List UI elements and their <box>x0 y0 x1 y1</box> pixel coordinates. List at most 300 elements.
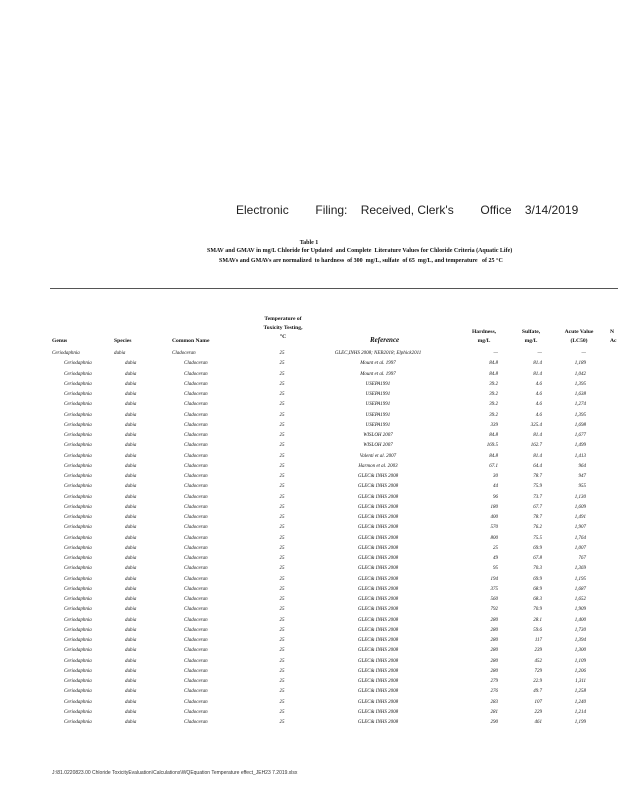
cell-sulfate: 59.6 <box>533 627 542 633</box>
cell-genus: Ceriodaphnia <box>64 709 92 715</box>
cell-acute-value: 1,394 <box>574 638 586 643</box>
cell-genus: Ceriodaphnia <box>64 720 92 725</box>
cell-sulfate: 4.6 <box>535 392 542 397</box>
col-reference: Reference <box>370 336 400 344</box>
cell-hardness: 84.8 <box>489 361 498 367</box>
cell-reference: GLEC& INHS 2008 <box>357 566 399 572</box>
cell-reference: GLEC& INHS 2008 <box>357 668 399 674</box>
table-row <box>0 636 618 646</box>
cell-common-name: Cladoceran <box>184 535 208 541</box>
cell-hardness: 290 <box>490 720 498 725</box>
cell-species: dubia <box>125 412 137 418</box>
col-common-name: Common Name <box>172 338 210 344</box>
col-temperature-line3: °C <box>279 334 287 340</box>
cell-temperature: 25 <box>279 351 285 356</box>
cell-acute-value: 1,007 <box>574 545 586 551</box>
cell-common-name: Cladoceran <box>184 515 208 520</box>
cell-genus: Ceriodaphnia <box>64 392 92 397</box>
cell-reference: GLEC& INHS 2008 <box>357 535 399 541</box>
cell-sulfate: 75.5 <box>533 535 542 541</box>
cell-common-name: Cladoceran <box>184 525 208 531</box>
col-hardness-line1: Hardness, <box>471 329 497 335</box>
cell-hardness: 95 <box>493 566 498 572</box>
cell-hardness: 96 <box>493 494 498 500</box>
table-row <box>0 482 618 492</box>
cell-genus: Ceriodaphnia <box>64 679 92 684</box>
cell-hardness: 39.2 <box>489 402 498 408</box>
cell-sulfate: 117 <box>534 638 542 643</box>
cell-reference: GLEC,INHS 2008; NEB2018; Elphick2011 <box>334 351 422 356</box>
cell-sulfate: 67.7 <box>533 504 542 510</box>
cell-temperature: 25 <box>279 586 285 592</box>
cell-temperature: 25 <box>279 720 285 725</box>
cell-temperature: 25 <box>279 699 285 705</box>
cell-reference: USEPA1991 <box>365 392 391 397</box>
table-row <box>0 657 618 667</box>
cell-acute-value: 1,730 <box>574 627 586 633</box>
table-row <box>0 400 618 410</box>
col-extra-line1: N <box>610 329 615 335</box>
cell-temperature: 25 <box>279 453 285 459</box>
col-sulfate-line1: Sulfate, <box>521 329 541 335</box>
cell-genus: Ceriodaphnia <box>64 371 92 377</box>
table-row <box>0 359 618 369</box>
cell-hardness: 276 <box>490 689 498 695</box>
cell-sulfate: 81.4 <box>533 371 542 377</box>
cell-genus: Ceriodaphnia <box>64 617 92 623</box>
cell-common-name: Cladoceran <box>184 484 208 490</box>
cell-genus: Ceriodaphnia <box>64 443 92 449</box>
cell-hardness: 49 <box>493 556 498 561</box>
cell-common-name: Cladoceran <box>184 638 208 643</box>
cell-sulfate: 67.8 <box>533 556 542 561</box>
filing-office: Office <box>480 203 512 217</box>
cell-reference: GLEC& INHS 2008 <box>357 525 399 531</box>
cell-common-name: Cladoceran <box>184 453 208 459</box>
cell-acute-value: 1,206 <box>574 668 586 674</box>
table-row <box>0 390 618 400</box>
cell-genus: Ceriodaphnia <box>52 351 80 356</box>
cell-temperature: 25 <box>279 679 285 684</box>
cell-hardness: 792 <box>490 607 498 613</box>
cell-hardness: 180 <box>490 504 498 510</box>
table-subtitle: SMAVs and GMAVs are normalized to hardness of 300 mg/L, sulfate of 65 mg/L, and temperature of 25 °C <box>219 258 503 264</box>
cell-acute-value: 1,395 <box>574 412 586 418</box>
cell-acute-value: 1,499 <box>574 443 586 449</box>
cell-temperature: 25 <box>279 638 285 643</box>
cell-species: dubia <box>125 504 137 510</box>
cell-genus: Ceriodaphnia <box>64 474 92 479</box>
cell-reference: GLEC& INHS 2008 <box>357 597 399 602</box>
cell-temperature: 25 <box>279 381 285 387</box>
cell-genus: Ceriodaphnia <box>64 463 92 469</box>
cell-genus: Ceriodaphnia <box>64 668 92 674</box>
cell-genus: Ceriodaphnia <box>64 627 92 633</box>
cell-reference: GLEC& INHS 2008 <box>357 545 399 551</box>
cell-species: dubia <box>125 402 137 408</box>
cell-acute-value: 1,369 <box>574 566 586 572</box>
cell-acute-value: 1,609 <box>574 504 586 510</box>
table-top-rule <box>50 288 618 289</box>
table-row <box>0 462 618 472</box>
col-sulfate-line2: mg/L <box>524 338 538 344</box>
table-row <box>0 441 618 451</box>
cell-temperature: 25 <box>279 658 285 664</box>
cell-temperature: 25 <box>279 433 285 438</box>
col-temperature-line2: Toxicity Testing, <box>263 325 303 331</box>
cell-reference: WISLOH 2007 <box>363 433 393 438</box>
cell-species: dubia <box>125 453 137 459</box>
cell-acute-value: 1,274 <box>574 402 586 408</box>
cell-common-name: Cladoceran <box>184 679 208 684</box>
table-row <box>0 421 618 431</box>
cell-species: dubia <box>125 617 137 623</box>
cell-temperature: 25 <box>279 504 285 510</box>
cell-species: dubia <box>125 709 137 715</box>
table-row <box>0 708 618 718</box>
cell-genus: Ceriodaphnia <box>64 412 92 418</box>
cell-common-name: Cladoceran <box>184 668 208 674</box>
table-row <box>0 493 618 503</box>
cell-temperature: 25 <box>279 525 285 531</box>
cell-hardness: 84.8 <box>489 433 498 438</box>
cell-hardness: 280 <box>490 638 498 643</box>
table-row <box>0 585 618 595</box>
cell-species: dubia <box>125 515 137 520</box>
cell-acute-value: 1,764 <box>574 535 586 541</box>
table-row <box>0 698 618 708</box>
table-row <box>0 677 618 687</box>
cell-sulfate: 75.9 <box>533 484 542 490</box>
cell-hardness: 280 <box>490 658 498 664</box>
col-acute-value <box>556 328 602 346</box>
cell-reference: GLEC& INHS 2008 <box>357 474 399 479</box>
cell-common-name: Cladoceran <box>184 433 208 438</box>
cell-temperature: 25 <box>279 689 285 695</box>
filing-electronic: Electronic <box>236 203 289 217</box>
cell-genus: Ceriodaphnia <box>64 699 92 705</box>
cell-genus: Ceriodaphnia <box>64 535 92 541</box>
cell-species: dubia <box>125 474 137 479</box>
cell-common-name: Cladoceran <box>184 689 208 695</box>
cell-species: dubia <box>125 689 137 695</box>
cell-common-name: Cladoceran <box>184 597 208 602</box>
cell-common-name: Cladoceran <box>184 586 208 592</box>
cell-hardness: 169.5 <box>486 443 498 449</box>
table-row <box>0 503 618 513</box>
col-extra-truncated <box>610 328 617 346</box>
cell-temperature: 25 <box>279 371 285 377</box>
cell-reference: GLEC& INHS 2008 <box>357 617 399 623</box>
cell-common-name: Cladoceran <box>184 381 208 387</box>
cell-sulfate: 49.7 <box>533 689 542 695</box>
cell-hardness: 281 <box>490 709 498 715</box>
cell-sulfate: 325.4 <box>530 422 542 428</box>
cell-species: dubia <box>125 586 137 592</box>
cell-species: dubia <box>125 433 137 438</box>
cell-acute-value: 1,109 <box>574 658 586 664</box>
cell-temperature: 25 <box>279 648 285 654</box>
cell-species: dubia <box>125 361 137 367</box>
cell-temperature: 25 <box>279 361 285 367</box>
cell-species: dubia <box>125 679 137 684</box>
cell-species: dubia <box>125 443 137 449</box>
cell-acute-value: 1,652 <box>574 597 586 602</box>
cell-sulfate: 76.2 <box>533 525 542 531</box>
cell-reference: GLEC& INHS 2008 <box>357 648 399 654</box>
cell-reference: GLEC& INHS 2008 <box>357 576 399 582</box>
cell-sulfate: 461 <box>534 720 542 725</box>
col-acute-line1: Acute Value <box>564 329 594 335</box>
cell-genus: Ceriodaphnia <box>64 597 92 602</box>
cell-common-name: Cladoceran <box>184 627 208 633</box>
cell-common-name: Cladoceran <box>184 412 208 418</box>
cell-hardness: 39.2 <box>489 392 498 397</box>
table-row <box>0 564 618 574</box>
cell-temperature: 25 <box>279 535 285 541</box>
col-sulfate <box>513 328 549 346</box>
table-row <box>0 534 618 544</box>
cell-sulfate: 70.3 <box>533 566 542 572</box>
cell-hardness: 280 <box>490 627 498 633</box>
cell-acute-value: 1,413 <box>574 453 586 459</box>
cell-sulfate: 107 <box>534 699 542 705</box>
cell-sulfate: 22.9 <box>533 679 542 684</box>
cell-acute-value: 1,677 <box>574 433 586 438</box>
cell-reference: GLEC& INHS 2008 <box>357 607 399 613</box>
cell-acute-value: 767 <box>578 556 586 561</box>
cell-common-name: Cladoceran <box>184 402 208 408</box>
cell-sulfate: 81.4 <box>533 433 542 438</box>
cell-species: dubia <box>125 392 137 397</box>
table-row <box>0 380 618 390</box>
cell-genus: Ceriodaphnia <box>64 433 92 438</box>
cell-temperature: 25 <box>279 627 285 633</box>
cell-common-name: Cladoceran <box>184 556 208 561</box>
cell-temperature: 25 <box>279 402 285 408</box>
cell-sulfate: 239 <box>534 648 542 654</box>
table-row <box>0 370 618 380</box>
cell-species: dubia <box>125 494 137 500</box>
cell-common-name: Cladoceran <box>184 545 208 551</box>
cell-acute-value: 1,258 <box>574 689 586 695</box>
cell-temperature: 25 <box>279 474 285 479</box>
cell-species: dubia <box>125 422 137 428</box>
cell-hardness: 194 <box>490 576 498 582</box>
cell-species: dubia <box>125 566 137 572</box>
cell-sulfate: 69.9 <box>533 576 542 582</box>
cell-species: dubia <box>125 545 137 551</box>
cell-hardness: 279 <box>490 679 498 684</box>
cell-species: dubia <box>125 607 137 613</box>
cell-genus: Ceriodaphnia <box>64 494 92 500</box>
cell-acute-value: 1,311 <box>575 679 586 684</box>
cell-hardness: 560 <box>490 597 498 602</box>
cell-sulfate: 81.4 <box>533 453 542 459</box>
cell-hardness: 400 <box>490 515 498 520</box>
col-genus: Genus <box>52 338 68 344</box>
cell-species: dubia <box>125 381 137 387</box>
cell-species: dubia <box>125 627 137 633</box>
col-acute-line2: (LC50) <box>570 338 588 344</box>
cell-hardness: 84.8 <box>489 371 498 377</box>
cell-reference: Mount et al. 1997 <box>360 361 396 367</box>
cell-sulfate: 729 <box>534 668 542 674</box>
table-row <box>0 431 618 441</box>
cell-reference: GLEC& INHS 2008 <box>357 699 399 705</box>
col-species: Species <box>114 338 132 344</box>
cell-temperature: 25 <box>279 566 285 572</box>
cell-temperature: 25 <box>279 617 285 623</box>
cell-acute-value: 1,907 <box>574 525 586 531</box>
filing-label: Filing: <box>315 203 348 217</box>
table-row <box>0 575 618 585</box>
cell-sulfate: 4.6 <box>535 412 542 418</box>
cell-acute-value: 1,491 <box>574 515 586 520</box>
cell-temperature: 25 <box>279 463 285 469</box>
filing-stamp <box>236 203 578 217</box>
cell-acute-value: 1,195 <box>574 576 586 582</box>
cell-reference: USEPA1991 <box>365 422 391 428</box>
cell-hardness: 280 <box>490 668 498 674</box>
cell-sulfate: 69.9 <box>533 545 542 551</box>
cell-sulfate: — <box>537 351 542 356</box>
cell-reference: USEPA1991 <box>365 381 391 387</box>
cell-common-name: Cladoceran <box>184 504 208 510</box>
cell-reference: Valenti et al. 2007 <box>359 453 397 459</box>
cell-genus: Ceriodaphnia <box>64 607 92 613</box>
cell-common-name: Cladoceran <box>184 658 208 664</box>
col-extra-line2: Ac <box>610 338 617 344</box>
cell-common-name: Cladoceran <box>184 720 208 725</box>
cell-hardness: 800 <box>490 535 498 541</box>
cell-genus: Ceriodaphnia <box>64 689 92 695</box>
cell-common-name: Cladoceran <box>184 617 208 623</box>
cell-genus: Ceriodaphnia <box>64 648 92 654</box>
cell-temperature: 25 <box>279 576 285 582</box>
cell-acute-value: 1,687 <box>574 586 586 592</box>
cell-sulfate: 162.7 <box>530 443 542 449</box>
cell-species: dubia <box>125 463 137 469</box>
cell-sulfate: 78.7 <box>533 515 542 520</box>
table-row <box>0 616 618 626</box>
cell-acute-value: 1,909 <box>574 607 586 613</box>
cell-sulfate: 78.7 <box>533 474 542 479</box>
table-row <box>0 472 618 482</box>
col-temperature <box>250 315 316 342</box>
table-row <box>0 349 618 359</box>
cell-common-name: Cladoceran <box>184 422 208 428</box>
cell-reference: GLEC& INHS 2008 <box>357 586 399 592</box>
cell-common-name: Cladoceran <box>184 443 208 449</box>
table-row <box>0 667 618 677</box>
cell-species: dubia <box>125 484 137 490</box>
cell-common-name: Cladoceran <box>172 351 196 356</box>
cell-temperature: 25 <box>279 392 285 397</box>
cell-hardness: 39.2 <box>489 412 498 418</box>
cell-genus: Ceriodaphnia <box>64 525 92 531</box>
cell-genus: Ceriodaphnia <box>64 586 92 592</box>
table-number: Table 1 <box>299 240 319 246</box>
cell-reference: GLEC& INHS 2008 <box>357 720 399 725</box>
cell-hardness: 25 <box>493 545 498 551</box>
cell-genus: Ceriodaphnia <box>64 402 92 408</box>
filing-received: Received, Clerk's <box>360 203 454 217</box>
cell-reference: USEPA1991 <box>365 402 391 408</box>
cell-common-name: Cladoceran <box>184 607 208 613</box>
cell-reference: WISLOH 2007 <box>363 443 393 449</box>
cell-sulfate: 64.4 <box>533 463 542 469</box>
cell-hardness: 39.2 <box>489 381 498 387</box>
cell-acute-value: 1,400 <box>574 617 586 623</box>
cell-genus: Ceriodaphnia <box>64 361 92 367</box>
cell-genus: Ceriodaphnia <box>64 504 92 510</box>
cell-common-name: Cladoceran <box>184 371 208 377</box>
cell-reference: GLEC& INHS 2008 <box>357 679 399 684</box>
cell-species: dubia <box>125 720 137 725</box>
table-row <box>0 544 618 554</box>
cell-sulfate: 229 <box>534 709 542 715</box>
table-row <box>0 595 618 605</box>
cell-sulfate: 68.9 <box>533 586 542 592</box>
cell-temperature: 25 <box>279 515 285 520</box>
cell-species: dubia <box>125 576 137 582</box>
col-hardness <box>464 328 504 346</box>
table-row <box>0 554 618 564</box>
cell-reference: USEPA1991 <box>365 412 391 418</box>
cell-sulfate: 4.6 <box>535 402 542 408</box>
cell-genus: Ceriodaphnia <box>64 638 92 643</box>
cell-temperature: 25 <box>279 412 285 418</box>
table-row <box>0 718 618 728</box>
cell-species: dubia <box>114 351 126 356</box>
cell-sulfate: 68.3 <box>533 597 542 602</box>
cell-common-name: Cladoceran <box>184 474 208 479</box>
cell-acute-value: 955 <box>578 484 586 490</box>
table-row <box>0 452 618 462</box>
cell-hardness: 67.1 <box>489 463 498 469</box>
table-row <box>0 411 618 421</box>
file-path-footer: J:\81.0220823.00 Chloride ToxicityEvaluation\Calculations\WQEquation Temperature effect_JEH23 7.2019.xlsx <box>52 770 298 776</box>
cell-genus: Ceriodaphnia <box>64 453 92 459</box>
cell-hardness: 84.8 <box>489 453 498 459</box>
cell-hardness: 339 <box>490 422 498 428</box>
cell-reference: GLEC& INHS 2008 <box>357 504 399 510</box>
cell-species: dubia <box>125 668 137 674</box>
cell-acute-value: 1,240 <box>574 699 586 705</box>
cell-common-name: Cladoceran <box>184 648 208 654</box>
cell-reference: GLEC& INHS 2008 <box>357 515 399 520</box>
table-title: SMAV and GMAV in mg/L Chloride for Updated and Complete Literature Values for Chloride Criteria (Aquatic Life) <box>207 248 513 254</box>
cell-sulfate: 4.6 <box>535 381 542 387</box>
cell-genus: Ceriodaphnia <box>64 515 92 520</box>
cell-temperature: 25 <box>279 556 285 561</box>
cell-genus: Ceriodaphnia <box>64 556 92 561</box>
cell-temperature: 25 <box>279 607 285 613</box>
cell-species: dubia <box>125 638 137 643</box>
cell-species: dubia <box>125 535 137 541</box>
table-row <box>0 626 618 636</box>
cell-species: dubia <box>125 525 137 531</box>
cell-reference: GLEC& INHS 2008 <box>357 638 399 643</box>
cell-reference: GLEC& INHS 2008 <box>357 484 399 490</box>
cell-common-name: Cladoceran <box>184 463 208 469</box>
table-row <box>0 687 618 697</box>
cell-sulfate: 70.9 <box>533 607 542 613</box>
cell-hardness: 280 <box>490 648 498 654</box>
cell-acute-value: — <box>581 351 586 356</box>
cell-reference: GLEC& INHS 2008 <box>357 494 399 500</box>
